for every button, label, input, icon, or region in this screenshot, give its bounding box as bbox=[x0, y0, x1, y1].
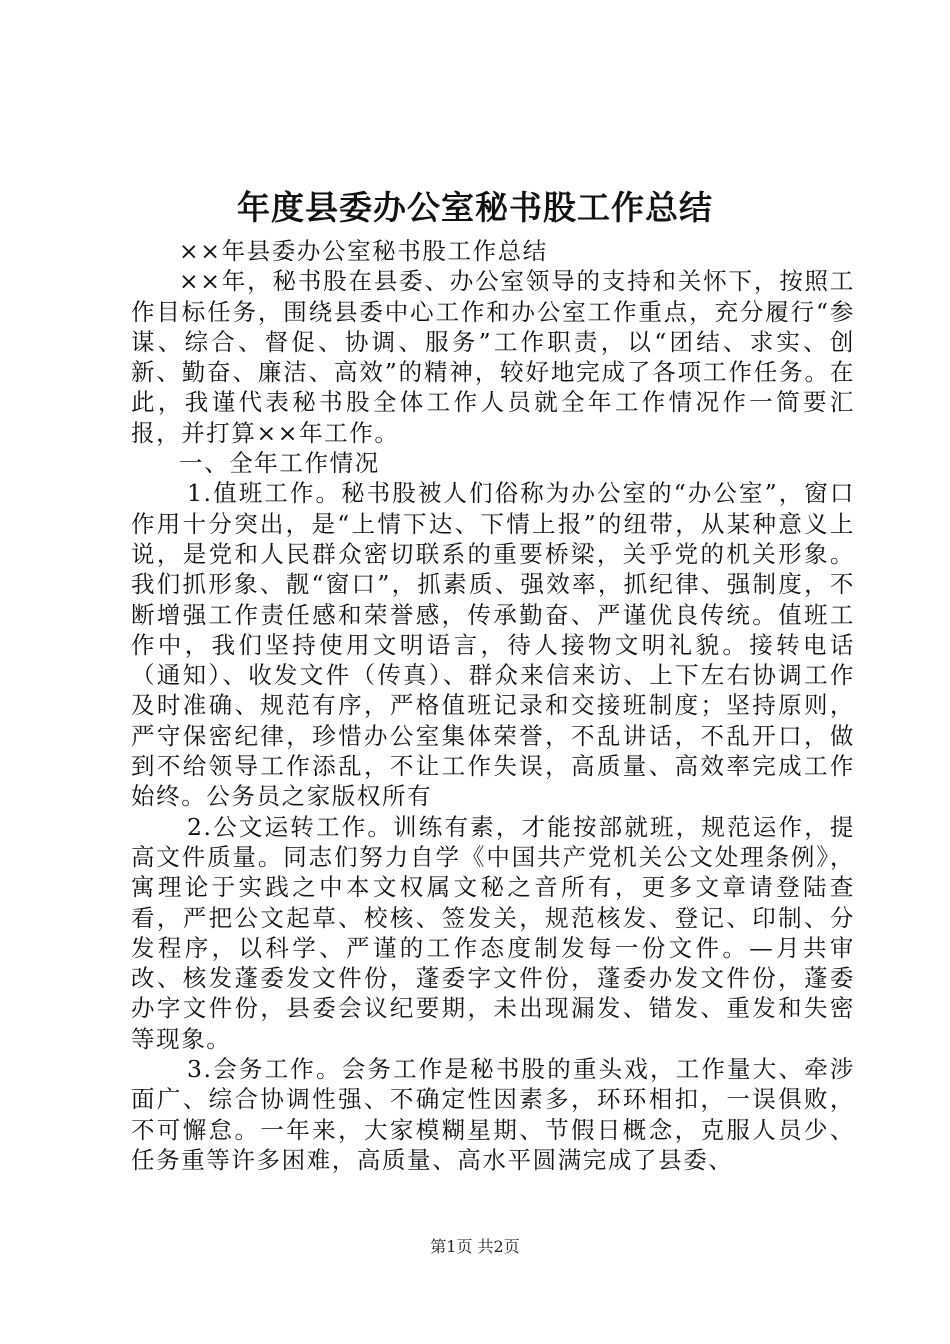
paragraph-document-flow: 2.公文运转工作。训练有素，才能按部就班，规范运作，提高文件质量。同志们努力自学《中国共产党机关公文处理条例》，寓理论于实践之中本文权属文秘之音所有，更多文章请登陆查看，严把公文起草、校核、签发关，规范核发、登记、印制、分发程序，以科学、严谨的工作态度制发每一份文件。—月共审改、核发蓬委发文件份，蓬委字文件份，蓬委办发文件份，蓬委办字文件份，县委会议纪要期，未出现漏发、错发、重发和失密等现象。 bbox=[131, 812, 855, 1053]
page-footer: 第1页 共2页 bbox=[430, 1237, 520, 1256]
document-subtitle: ××年县委办公室秘书股工作总结 bbox=[179, 237, 548, 265]
paragraph-meeting-work: 3.会务工作。会务工作是秘书股的重头戏，工作量大、牵涉面广、综合协调性强、不确定性因素多，环环相扣，一误俱败，不可懈怠。一年来，大家模糊星期、节假日概念，克服人员少、任务重等许多困难，高质量、高水平圆满完成了县委、 bbox=[131, 1055, 855, 1174]
document-body bbox=[131, 236, 855, 1175]
paragraph-duty-work: 1.值班工作。秘书股被人们俗称为办公室的“办公室”，窗口作用十分突出，是“上情下达、下情上报”的纽带，从某种意义上说，是党和人民群众密切联系的重要桥梁，关乎党的机关形象。我们抓形象、靓“窗口”，抓素质、强效率，抓纪律、强制度，不断增强工作责任感和荣誉感，传承勤奋、严谨优良传统。值班工作中，我们坚持使用文明语言，待人接物文明礼貌。接转电话（通知）、收发文件（传真）、群众来信来访、上下左右协调工作及时准确、规范有序，严格值班记录和交接班制度；坚持原则，严守保密纪律，珍惜办公室集体荣誉，不乱讲话，不乱开口，做到不给领导工作添乱，不让工作失误，高质量、高效率完成工作始终。公务员之家版权所有 bbox=[131, 479, 855, 811]
paragraph-intro: ××年，秘书股在县委、办公室领导的支持和关怀下，按照工作目标任务，围绕县委中心工作和办公室工作重点，充分履行“参谋、综合、督促、协调、服务”工作职责，以“团结、求实、创新、勤奋、廉洁、高效”的精神，较好地完成了各项工作任务。在此，我谨代表秘书股全体工作人员就全年工作情况作一简要汇报，并打算××年工作。 bbox=[131, 267, 855, 447]
section-heading: 一、全年工作情况 bbox=[179, 449, 380, 478]
document-title: 年度县委办公室秘书股工作总结 bbox=[237, 188, 713, 227]
